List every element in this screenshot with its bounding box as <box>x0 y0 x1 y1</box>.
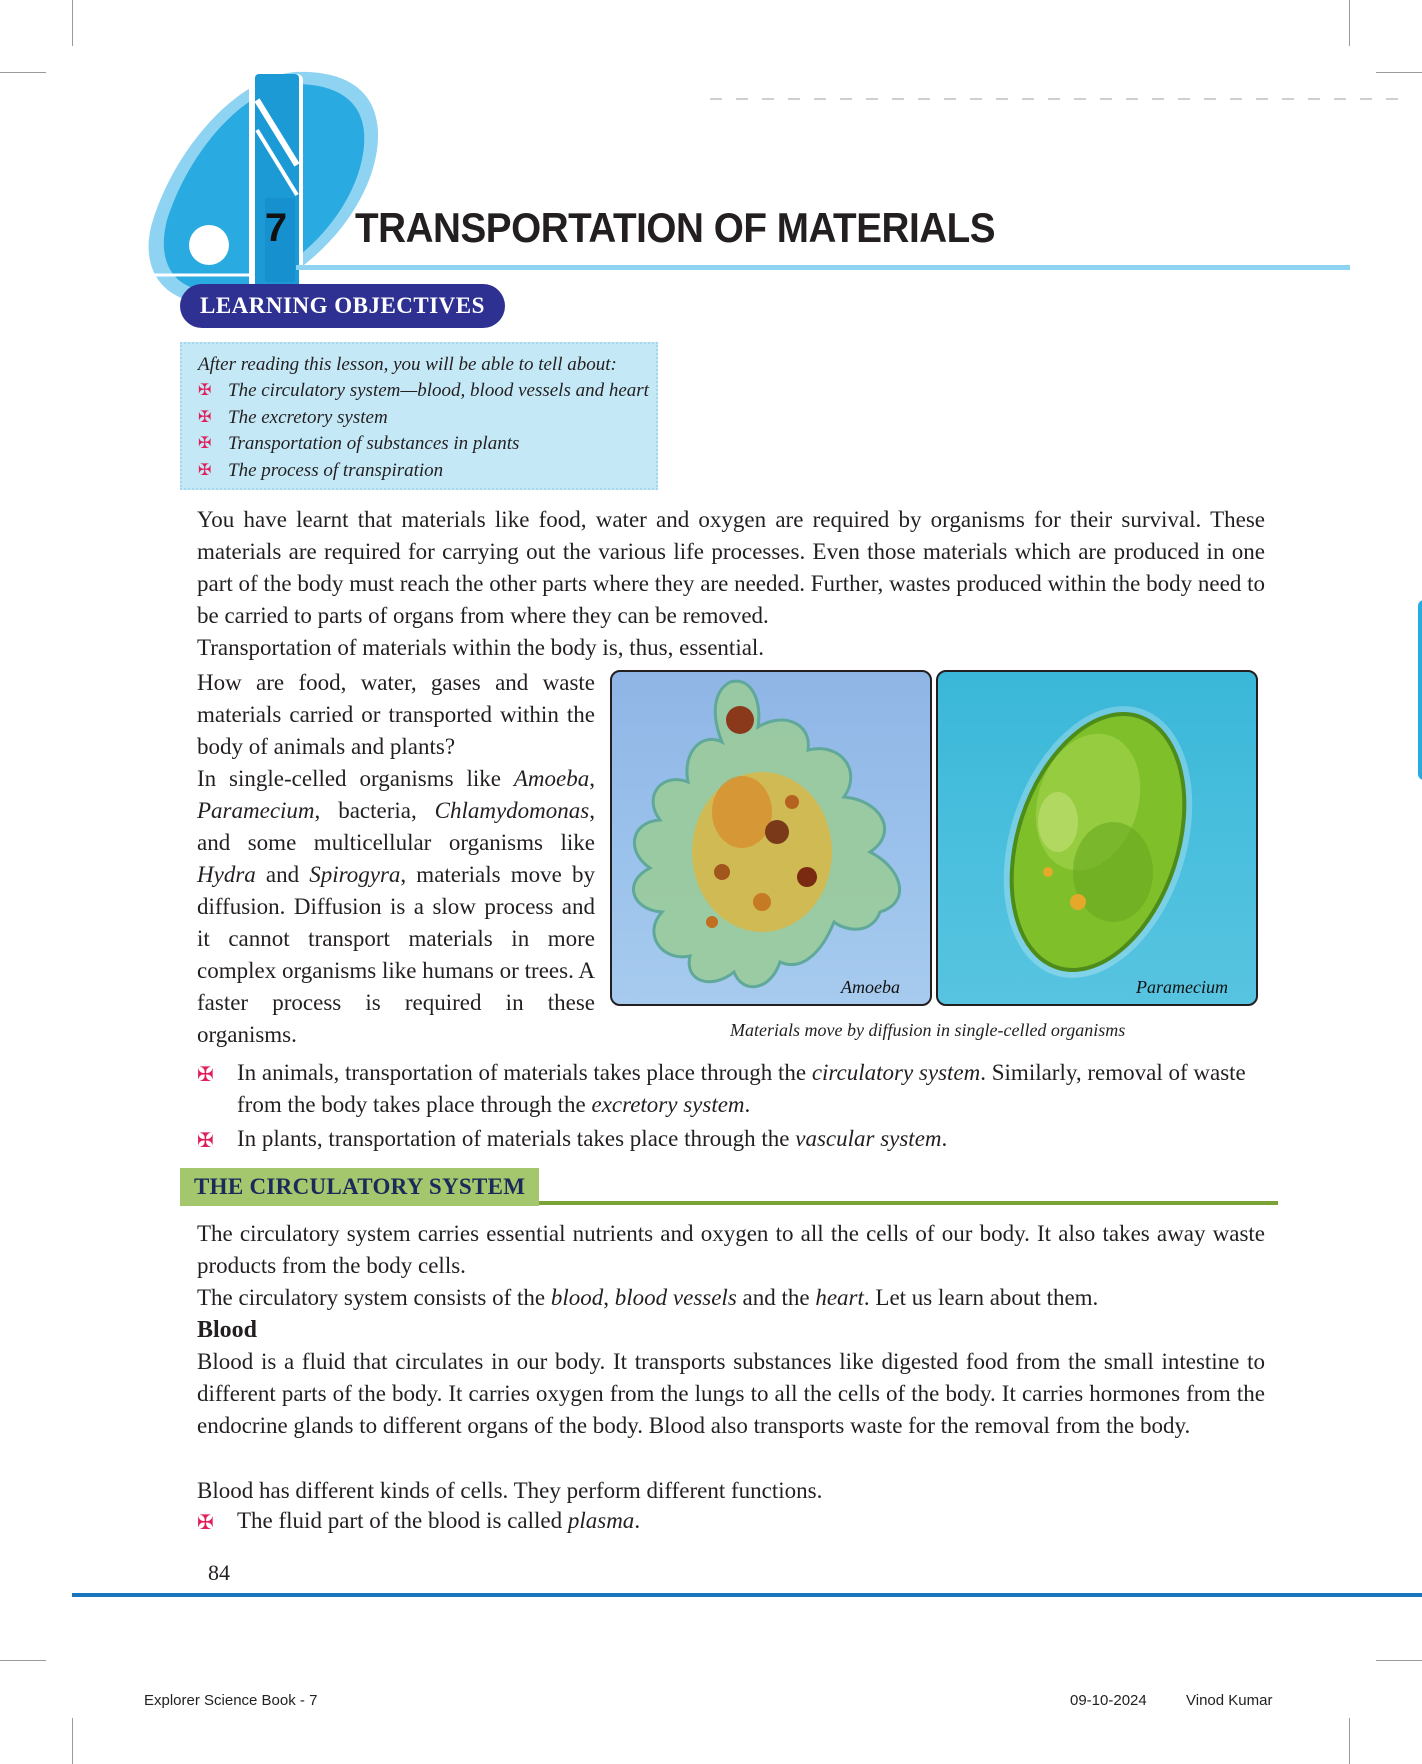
cross-bullet-icon: ✠ <box>198 435 212 452</box>
crop-mark <box>72 0 73 46</box>
objective-item: ✠ The circulatory system—blood, blood vessels and heart <box>198 378 642 405</box>
side-tab <box>1418 600 1422 780</box>
paramecium-label: Paramecium <box>1136 977 1228 997</box>
objective-item: ✠ The excretory system <box>198 405 642 432</box>
crop-mark <box>1349 0 1350 46</box>
blood-paragraph: Blood is a fluid that circulates in our body. It transports substances like digested food from the small intestine to different parts of the body. It carries oxygen from the lungs to all the cells of the body. It carries hormones from the endocrine glands to different organs of the body. Blood also transports waste for the removal from the body. <box>197 1349 1265 1438</box>
diffusion-figure <box>610 670 1264 1008</box>
amoeba-label: Amoeba <box>841 977 900 997</box>
circulatory-components: The circulatory system consists of the blood, blood vessels and the heart. Let us learn about them. <box>197 1285 1099 1310</box>
paramecium-illustration <box>938 672 1256 1004</box>
cross-bullet-icon: ✠ <box>197 1130 214 1152</box>
page-number: 84 <box>208 1560 230 1585</box>
amoeba-illustration <box>612 672 930 1004</box>
diffusion-paragraph: How are food, water, gases and waste materials carried or transported within the body of animals and plants? In single-celled organisms like Amoeba, Paramecium, bacteria, Chlamydomonas, and some multicellular organisms like Hydra and Spirogyra, materials move by diffusion. Diffusion is a slow process and it cannot transport materials in more complex organisms like humans or trees. A faster process is required in these organisms. <box>197 670 595 1047</box>
learning-objectives-heading: LEARNING OBJECTIVES <box>180 284 505 328</box>
objectives-intro: After reading this lesson, you will be able to tell about: <box>198 354 617 375</box>
footer-book-title: Explorer Science Book - 7 <box>144 1692 318 1709</box>
cross-bullet-icon: ✠ <box>198 382 212 399</box>
transport-bullets <box>197 1057 1267 1159</box>
amoeba-panel <box>610 670 932 1006</box>
blood-cells-paragraph: Blood has different kinds of cells. They perform different functions. <box>197 1478 823 1503</box>
chapter-title: TRANSPORTATION OF MATERIALS <box>355 204 996 251</box>
intro-paragraph: You have learnt that materials like food, water and oxygen are required by organisms for their survival. These materials are required for carrying out the various life processes. Even those materials which are produced in one part of the body must reach the other parts where they are needed. Further, wastes produced within the body need to be carried to parts of organs from where they can be removed. Transportation of materials within the body is, thus, essential. <box>197 507 1266 660</box>
crop-mark <box>1376 1660 1422 1661</box>
chapter-number: 7 <box>264 206 288 250</box>
blood-heading: Blood <box>197 1317 258 1343</box>
chapter-emblem-icon <box>145 70 405 320</box>
cross-bullet-icon: ✠ <box>197 1512 214 1534</box>
list-item: ✠ In plants, transportation of materials takes place through the vascular system. <box>197 1123 1267 1157</box>
objective-item: ✠ Transportation of substances in plants <box>198 431 642 458</box>
objective-item: ✠ The process of transpiration <box>198 458 642 485</box>
footer-date: 09-10-2024 <box>1070 1692 1147 1709</box>
cross-bullet-icon: ✠ <box>198 408 212 426</box>
crop-mark <box>72 1718 73 1764</box>
footer-author: Vinod Kumar <box>1186 1692 1273 1709</box>
figure-caption: Materials move by diffusion in single-celled organisms <box>730 1020 1126 1040</box>
cross-bullet-icon: ✠ <box>197 1064 214 1086</box>
crop-mark <box>1376 72 1422 73</box>
title-underline <box>296 265 1350 270</box>
crop-mark <box>0 1660 46 1661</box>
list-item: ✠ In animals, transportation of materials takes place through the circulatory system. Similarly, removal of waste from the body takes place through the excretory system. <box>197 1057 1267 1121</box>
crop-mark <box>1349 1718 1350 1764</box>
crop-mark <box>0 72 46 73</box>
learning-objectives-box <box>180 342 658 490</box>
objectives-list <box>198 378 649 484</box>
bottom-rule <box>72 1593 1422 1597</box>
section-heading: THE CIRCULATORY SYSTEM <box>180 1168 539 1206</box>
list-item: ✠ The fluid part of the blood is called plasma. <box>197 1505 1267 1539</box>
dashed-guide <box>710 98 1410 100</box>
paramecium-panel <box>936 670 1258 1006</box>
cross-bullet-icon: ✠ <box>198 461 212 479</box>
circulatory-paragraph: The circulatory system carries essential nutrients and oxygen to all the cells of our body. It also takes away waste products from the body cells. <box>197 1221 1265 1278</box>
blood-bullets <box>197 1505 1267 1541</box>
